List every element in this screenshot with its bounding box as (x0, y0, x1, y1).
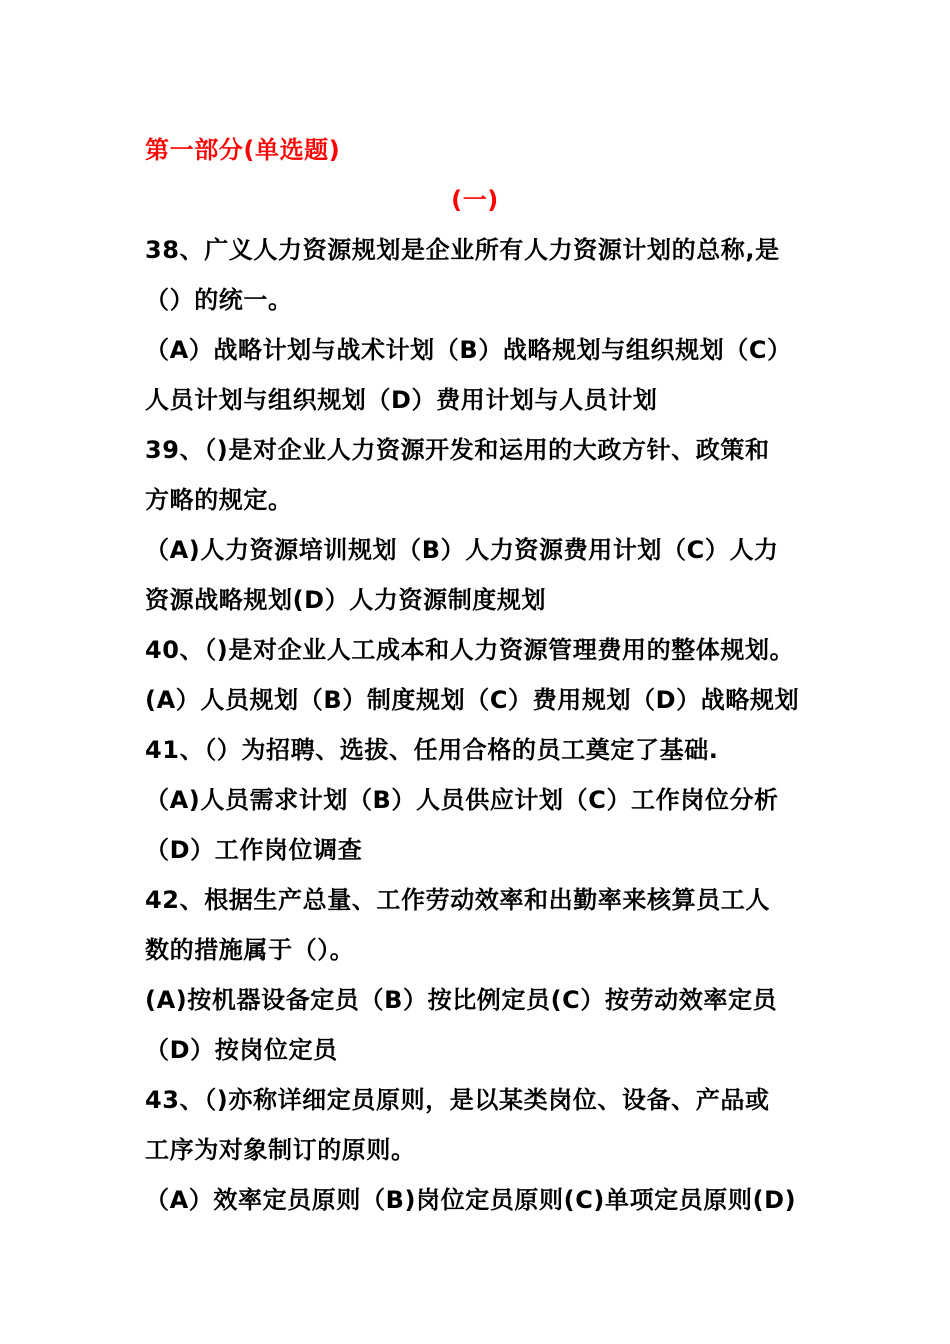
question-41-options-line-1: （A)人员需求计划（B）人员供应计划（C）工作岗位分析 (145, 786, 779, 814)
question-38-line-2: （）的统一。 (145, 286, 293, 314)
question-43-line-1: 43、（)亦称详细定员原则，是以某类岗位、设备、产品或 (145, 1086, 770, 1114)
question-41-options-line-2: （D）工作岗位调查 (145, 836, 363, 864)
question-38-options-line-1: （A）战略计划与战术计划（B）战略规划与组织规划（C） (145, 336, 792, 364)
question-38-options-line-2: 人员计划与组织规划（D）费用计划与人员计划 (145, 386, 658, 414)
subsection-title: (一) (451, 186, 499, 214)
question-40-line-1: 40、（)是对企业人工成本和人力资源管理费用的整体规划。 (145, 636, 795, 664)
question-39-line-1: 39、（)是对企业人力资源开发和运用的大政方针、政策和 (145, 436, 770, 464)
question-43-line-2: 工序为对象制订的原则。 (145, 1136, 416, 1164)
question-42-line-2: 数的措施属于（）。 (145, 936, 355, 964)
question-42-options-line-1: (A)按机器设备定员（B）按比例定员(C）按劳动效率定员 (145, 986, 778, 1014)
question-39-options-line-2: 资源战略规划(D）人力资源制度规划 (145, 586, 547, 614)
question-39-options-line-1: （A)人力资源培训规划（B）人力资源费用计划（C）人力 (145, 536, 779, 564)
question-39-line-2: 方略的规定。 (145, 486, 293, 514)
section-title: 第一部分(单选题) (145, 136, 341, 164)
question-40-options: (A）人员规划（B）制度规划（C）费用规划（D）战略规划 (145, 686, 800, 714)
question-41-line-1: 41、（）为招聘、选拔、任用合格的员工奠定了基础. (145, 736, 719, 764)
question-42-options-line-2: （D）按岗位定员 (145, 1036, 338, 1064)
question-38-line-1: 38、广义人力资源规划是企业所有人力资源计划的总称,是 (145, 236, 780, 264)
question-43-options-line-1: （A）效率定员原则（B)岗位定员原则(C)单项定员原则(D) (145, 1186, 797, 1214)
question-42-line-1: 42、根据生产总量、工作劳动效率和出勤率来核算员工人 (145, 886, 770, 914)
